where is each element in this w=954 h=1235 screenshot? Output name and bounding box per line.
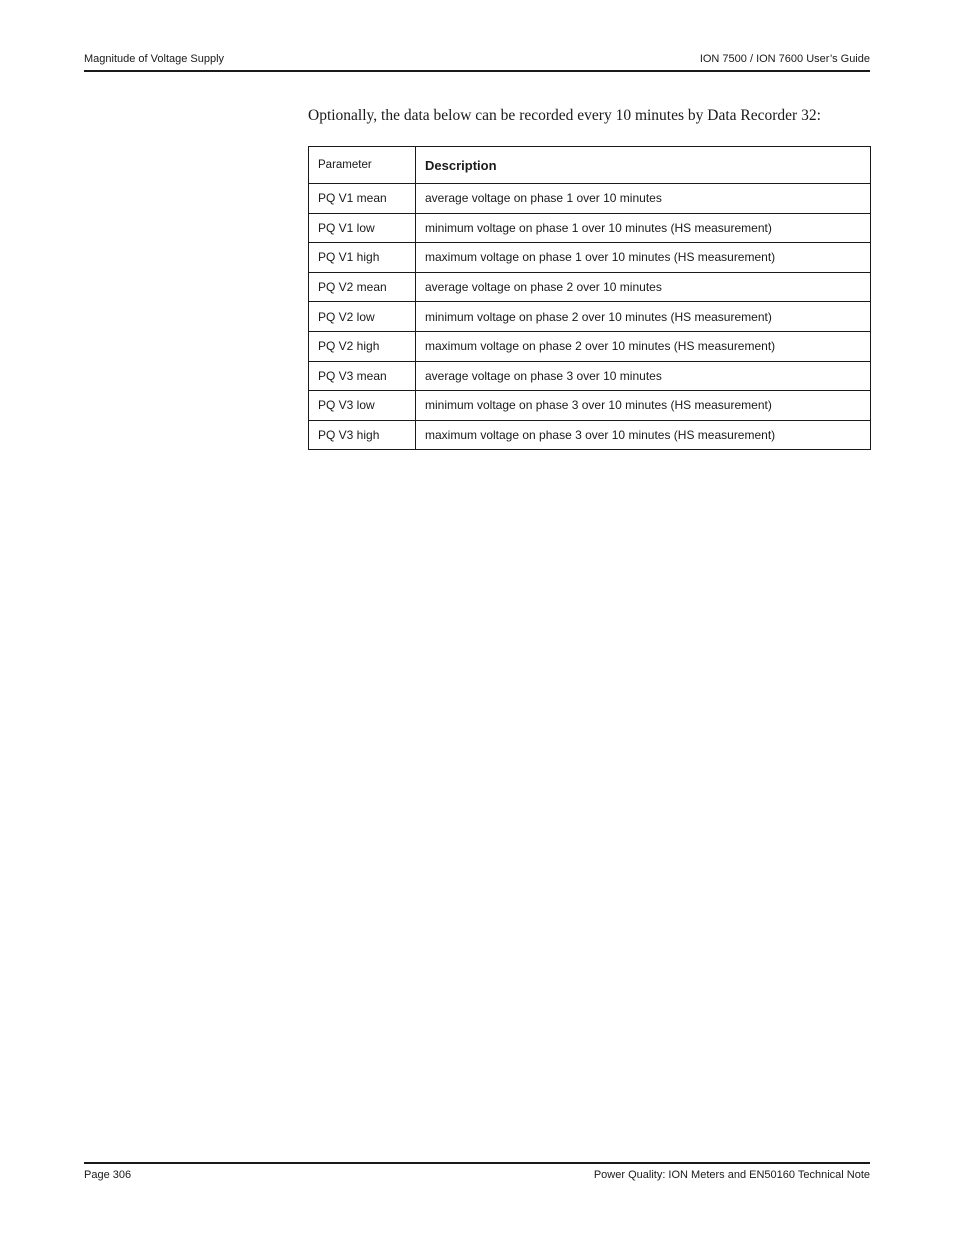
cell-parameter: PQ V2 high bbox=[309, 331, 416, 361]
header-parameter: Parameter bbox=[309, 147, 416, 184]
cell-parameter: PQ V3 mean bbox=[309, 361, 416, 391]
cell-description: maximum voltage on phase 3 over 10 minutes (HS measurement) bbox=[416, 420, 871, 450]
cell-parameter: PQ V2 mean bbox=[309, 272, 416, 302]
table-row bbox=[309, 272, 871, 302]
cell-description: average voltage on phase 3 over 10 minutes bbox=[416, 361, 871, 391]
cell-description: average voltage on phase 2 over 10 minutes bbox=[416, 272, 871, 302]
page-header bbox=[84, 52, 870, 72]
page-footer bbox=[84, 1162, 870, 1181]
table-header-row bbox=[309, 147, 871, 184]
parameter-table bbox=[308, 146, 871, 450]
table-row bbox=[309, 361, 871, 391]
cell-description: minimum voltage on phase 1 over 10 minutes (HS measurement) bbox=[416, 213, 871, 243]
header-section-title: Magnitude of Voltage Supply bbox=[84, 53, 225, 65]
cell-parameter: PQ V1 mean bbox=[309, 184, 416, 214]
table-row bbox=[309, 391, 871, 421]
cell-description: average voltage on phase 1 over 10 minutes bbox=[416, 184, 871, 214]
table-row bbox=[309, 420, 871, 450]
cell-parameter: PQ V2 low bbox=[309, 302, 416, 332]
table-row bbox=[309, 331, 871, 361]
header-guide-title: ION 7500 / ION 7600 User’s Guide bbox=[699, 53, 870, 65]
cell-description: minimum voltage on phase 3 over 10 minutes (HS measurement) bbox=[416, 391, 871, 421]
table-row bbox=[309, 184, 871, 214]
cell-parameter: PQ V3 low bbox=[309, 391, 416, 421]
cell-parameter: PQ V1 low bbox=[309, 213, 416, 243]
table-row bbox=[309, 302, 871, 332]
cell-parameter: PQ V1 high bbox=[309, 243, 416, 273]
footer-document-title: Power Quality: ION Meters and EN50160 Technical Note bbox=[593, 1169, 870, 1181]
cell-parameter: PQ V3 high bbox=[309, 420, 416, 450]
table-row bbox=[309, 213, 871, 243]
cell-description: minimum voltage on phase 2 over 10 minutes (HS measurement) bbox=[416, 302, 871, 332]
header-description: Description bbox=[416, 147, 871, 184]
table-row bbox=[309, 243, 871, 273]
cell-description: maximum voltage on phase 1 over 10 minutes (HS measurement) bbox=[416, 243, 871, 273]
intro-paragraph: Optionally, the data below can be recorded every 10 minutes by Data Recorder 32: bbox=[308, 107, 821, 124]
page-number: Page 306 bbox=[84, 1169, 132, 1181]
cell-description: maximum voltage on phase 2 over 10 minutes (HS measurement) bbox=[416, 331, 871, 361]
